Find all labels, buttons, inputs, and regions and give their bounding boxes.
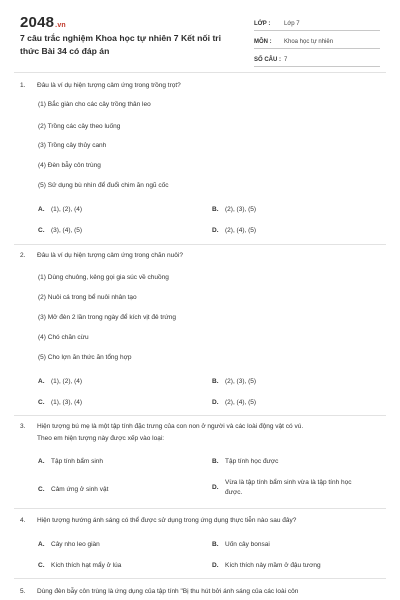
meta-row-subject <box>254 31 380 49</box>
answer-letter: A. <box>38 541 45 548</box>
answer-letter: D. <box>212 562 219 569</box>
answer-option-c[interactable] <box>38 398 198 408</box>
meta-value: Khoa học tự nhiên <box>284 39 334 45</box>
answer-letter: D. <box>212 227 219 234</box>
divider <box>14 244 386 245</box>
answer-option-b[interactable] <box>212 457 372 467</box>
question-number: 2. <box>20 252 26 259</box>
answer-option-a[interactable] <box>38 205 198 215</box>
answer-option-c[interactable] <box>38 226 198 236</box>
statement-item: (4) Chó chăn cừu <box>38 334 89 341</box>
answer-option-b[interactable] <box>212 205 372 215</box>
answer-text: (1), (3), (4) <box>51 399 83 406</box>
meta-label: MÔN : <box>254 39 272 45</box>
question-text: Hiện tượng hướng ánh sáng có thể được sử dụng trong ứng dụng thực tiễn nào sau đây? <box>37 517 297 524</box>
statement-item: (2) Trồng các cây theo luống <box>38 123 121 130</box>
answer-letter: C. <box>38 227 45 234</box>
question-number: 5. <box>20 588 26 595</box>
divider <box>14 508 386 509</box>
question-text: Hiện tượng bú mẹ là một tập tính đặc trưng của con non ở người và các loài động vật có vú. <box>37 423 304 430</box>
question-5 <box>20 586 380 598</box>
logo-main: 2048 <box>20 14 55 31</box>
question-text: Theo em hiện tượng này được xếp vào loại: <box>37 435 165 442</box>
statement-item: (4) Đèn bẫy côn trùng <box>38 162 101 169</box>
question-text: Đâu là ví dụ hiện tượng cảm ứng trong trồng trọt? <box>37 82 181 89</box>
answer-letter: A. <box>38 378 45 385</box>
meta-value: 7 <box>284 57 288 63</box>
statement-item: (3) Mở đèn 2 lần trong ngày để kích vịt đẻ trứng <box>38 314 176 321</box>
answer-text: (2), (3), (5) <box>225 378 257 385</box>
answer-option-b[interactable] <box>212 377 372 387</box>
answer-letter: A. <box>38 206 45 213</box>
meta-info <box>254 13 380 67</box>
answer-letter: D. <box>212 484 219 491</box>
answer-text: Cảm ứng ở sinh vật <box>51 486 109 493</box>
document-header <box>0 0 400 70</box>
question-text: Dùng đèn bẫy côn trùng là ứng dụng của tập tính "Bị thu hút bởi ánh sáng của các loài côn <box>37 588 299 595</box>
meta-value: Lớp 7 <box>284 21 300 27</box>
meta-label: SỐ CÂU : <box>254 57 281 63</box>
answer-text: Vừa là tập tính bẩm sinh vừa là tập tính học được. <box>225 479 352 496</box>
question-3 <box>20 421 380 445</box>
answer-option-c[interactable] <box>38 561 198 571</box>
question-2 <box>20 250 380 262</box>
answer-text: (2), (4), (5) <box>225 227 257 234</box>
answer-text: Tập tính bẩm sinh <box>51 458 104 465</box>
question-number: 3. <box>20 423 26 430</box>
answer-text: Uốn cây bonsai <box>225 541 270 548</box>
answer-option-c[interactable] <box>38 485 198 495</box>
answer-option-a[interactable] <box>38 540 198 550</box>
answer-text: Cây nho leo giàn <box>51 541 100 548</box>
meta-row-count <box>254 49 380 67</box>
answer-option-d[interactable] <box>212 561 382 571</box>
answer-text: (1), (2), (4) <box>51 206 83 213</box>
question-number: 4. <box>20 517 26 524</box>
answer-text: (1), (2), (4) <box>51 378 83 385</box>
answer-option-d[interactable] <box>212 478 372 497</box>
answer-letter: A. <box>38 458 45 465</box>
logo-sub: .vn <box>55 22 66 29</box>
statement-item: (5) Cho lợn ăn thức ăn tổng hợp <box>38 354 132 361</box>
answer-option-d[interactable] <box>212 226 372 236</box>
question-number: 1. <box>20 82 26 89</box>
meta-label: LỚP : <box>254 21 271 27</box>
divider <box>14 72 386 73</box>
answer-option-b[interactable] <box>212 540 372 550</box>
answer-letter: B. <box>212 206 219 213</box>
answer-text: (2), (3), (5) <box>225 206 257 213</box>
answer-option-a[interactable] <box>38 457 198 467</box>
statement-item: (1) Bắc giàn cho các cây trồng thân leo <box>38 101 151 108</box>
answer-text: (3), (4), (5) <box>51 227 83 234</box>
answer-letter: C. <box>38 399 45 406</box>
answer-letter: D. <box>212 399 219 406</box>
divider <box>14 578 386 579</box>
meta-row-class <box>254 13 380 31</box>
answer-letter: C. <box>38 486 45 493</box>
question-1 <box>20 80 380 92</box>
document-title: 7 câu trắc nghiệm Khoa học tự nhiên 7 Kết nối tri thức Bài 34 có đáp án <box>20 33 222 56</box>
answer-text: Kích thích hạt mẩy ở lúa <box>51 562 122 569</box>
answer-text: Tập tính học được <box>225 458 279 465</box>
answer-letter: B. <box>212 458 219 465</box>
site-logo[interactable] <box>20 14 66 31</box>
answer-option-d[interactable] <box>212 398 372 408</box>
statement-item: (1) Dùng chuông, kẻng gọi gia súc về chuồng <box>38 274 169 281</box>
answer-letter: B. <box>212 541 219 548</box>
divider <box>14 415 386 416</box>
statement-item: (5) Sử dụng bù nhìn để đuổi chim ăn ngũ cốc <box>38 182 169 189</box>
answer-text: Kích thích nảy mầm ở đậu tương <box>225 562 321 569</box>
question-4 <box>20 515 380 527</box>
answer-option-a[interactable] <box>38 377 198 387</box>
question-text: Đâu là ví dụ hiện tượng cảm ứng trong chăn nuôi? <box>37 252 183 259</box>
statement-item: (3) Trồng cây thủy canh <box>38 142 107 149</box>
answer-letter: C. <box>38 562 45 569</box>
answer-text: (2), (4), (5) <box>225 399 257 406</box>
answer-letter: B. <box>212 378 219 385</box>
statement-item: (2) Nuôi cá trong bể nuôi nhân tạo <box>38 294 137 301</box>
